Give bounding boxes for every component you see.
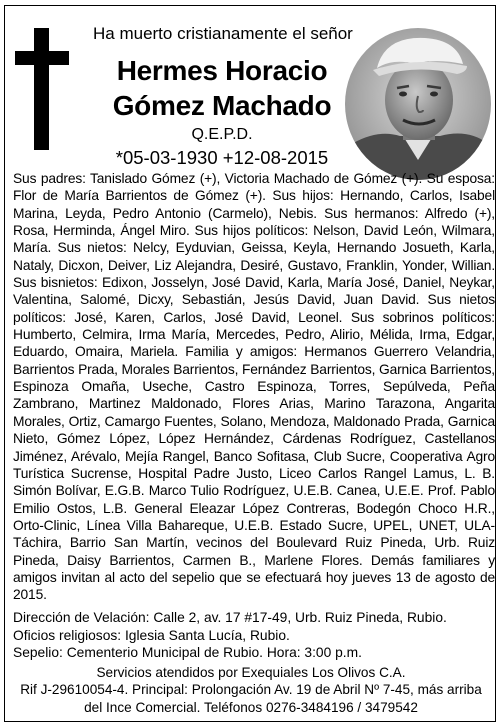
burial-info: Sepelio: Cementerio Municipal de Rubio. Hora: 3:00 p.m. — [13, 645, 362, 660]
religious-service: Oficios religiosos: Iglesia Santa Lucía, Rubio. — [13, 628, 290, 643]
life-dates: *05-03-1930 +12-08-2015 — [115, 147, 329, 168]
obituary-frame — [4, 5, 496, 722]
qepd-label: Q.E.P.D. — [191, 126, 253, 143]
funeral-home-name: Servicios atendidos por Exequiales Los Olivos C.A. — [96, 665, 406, 680]
funeral-home-address: Rif J-29610054-4. Principal: Prolongación Av. 19 de Abril Nº 7-45, más arriba del Ince Comercial. Teléfonos 0276-3484196 / 3479542 — [20, 682, 482, 715]
wake-address: Dirección de Velación: Calle 2, av. 17 #17-49, Urb. Ruiz Pineda, Rubio. — [13, 610, 447, 625]
deceased-surnames: Gómez Machado — [112, 90, 332, 121]
funeral-home-footer — [13, 664, 489, 716]
family-list-text: Sus padres: Tanislado Gómez (+), Victoria Machado de Gómez (+). Su esposa: Flor de María Barrientos de Gómez (+). Sus hijos: Hernando, Carlos, Isabel Marina, Leyda, Pedro Antonio (Carmelo), Nebis. Sus hermanos: Alfredo (+), Rosa, Herminda, Ángel Miro. Sus hijos políticos: Nelson, David León, Wilmara, María. Sus nietos: Nelcy, Eyduvian, Geissa, Keyla, Hernando Josueth, Karla, Nataly, Dicxon, Deiver, Liz Alejandra, Desiré, Gustavo, Franklin, Yonder, Willian. Sus bisnietos: Edixon, Josselyn, José David, Karla, María José, Daniel, Neykar, Valentina, Salomé, Dicxy, Sebastián, Jesús David, Juan David. Sus nietos políticos: José, Karen, Carlos, José David, Leonel. Sus sobrinos políticos: Humberto, Celmira, Irma María, Mercedes, Pedro, Alirio, Mélida, Irma, Edgar, Eduardo, Omaira, Mariela. Familia y amigos: Hermanos Guerrero Velandria, Barrientos Prada, Morales Barrientos, Fernández Barrientos, Garnica Barrientos, Espinoza Omaña, Useche, Castro Espinoza, Torres, Sepúlveda, Peña Zambrano, Martinez Maldonado, Flores Arias, Marino Tarazona, Angarita Morales, Ortiz, Camargo Fuentes, Solano, Mendoza, Maldonado Prada, Garnica Nieto, Gómez López, López Hernández, Cárdenas Rodríguez, Castellanos Jiménez, Arévalo, Mejía Rangel, Banco Sofitasa, Club Sucre, Cooperativa Agro Turística Sucrense, Hospital Padre Justo, Liceo Carlos Rangel Lamus, L. B. Simón Bolívar, E.G.B. Marco Tulio Rodríguez, U.E.B. Canea, U.E.E. Prof. Pablo Emilio Ostos, L.B. General Eleazar López Contreras, Bodegón Choco H.R., Orto-Clinic, Línea Villa Bahareque, U.E.B. Estado Sucre, UPEL, UNET, ULA-Táchira, Barrio San Martín, vecinos del Boulevard Ruiz Pineda, Urb. Ruiz Pineda, Daisy Barrientos, Carmen B., Marlene Flores. Demás familiares y amigos invitan al acto del sepelio que se efectuará hoy jueves 13 de agosto de 2015. — [13, 171, 495, 603]
deceased-portrait-photo — [345, 28, 491, 180]
deceased-first-names: Hermes Horacio — [116, 55, 328, 86]
family-list — [13, 170, 495, 604]
announcement-intro: Ha muerto cristianamente el señor — [93, 24, 353, 43]
